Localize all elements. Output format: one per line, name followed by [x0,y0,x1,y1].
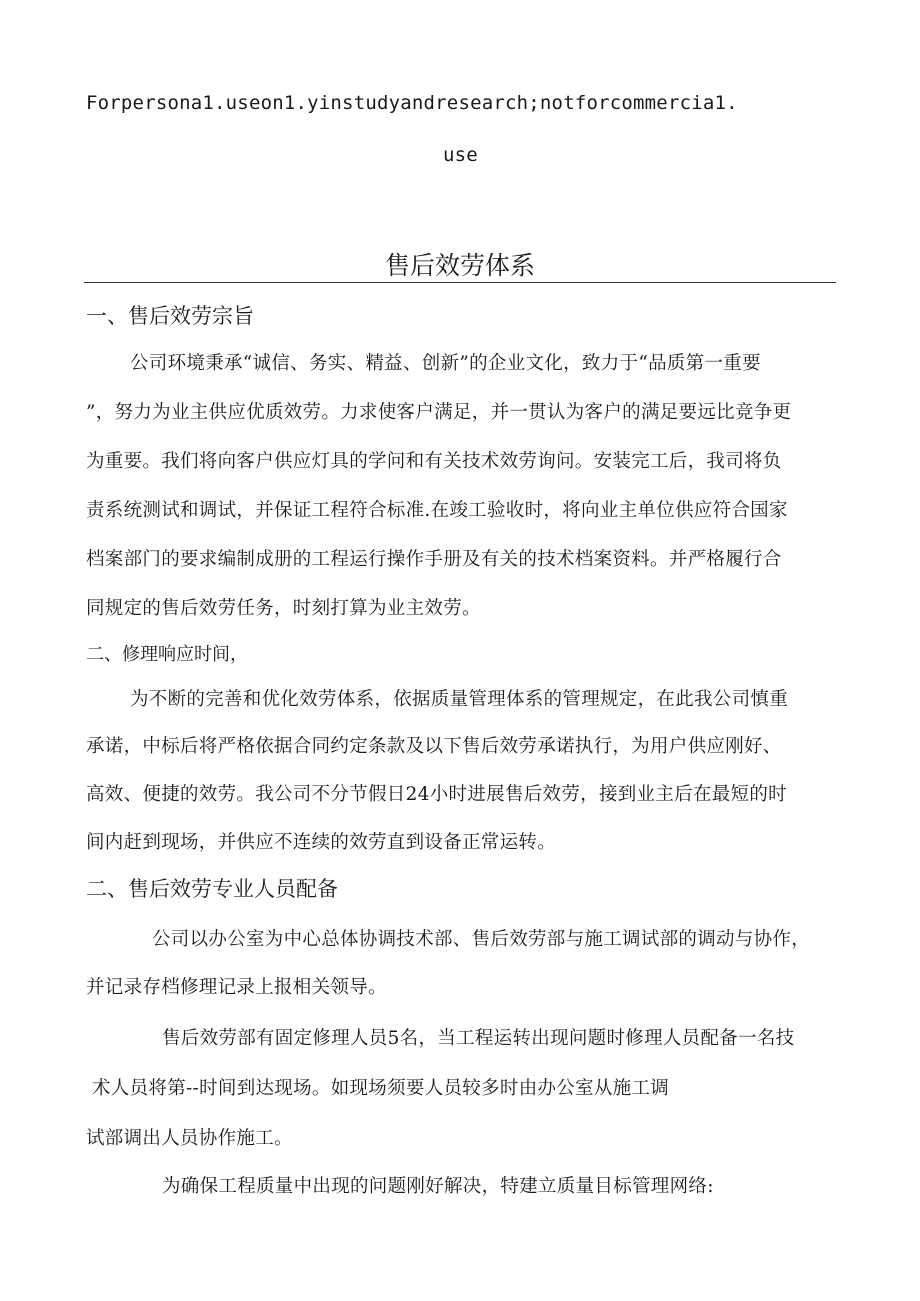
section-3-line: 公司以办公室为中心总体协调技术部、售后效劳部与施工调试部的调动与协作， [152,929,811,950]
disclaimer-line-2: use [443,144,478,166]
section-2-heading: 二、修理响应时间， [86,644,248,665]
section-1-heading: 一、售后效劳宗旨 [86,304,254,328]
section-1-line: 同规定的售后效劳任务，时刻打算为业主效劳。 [86,598,481,619]
section-3-line: 术人员将第--时间到达现场。如现场须要人员较多时由办公室从施工调 [92,1078,670,1099]
title-underline [84,282,836,283]
section-1-line: 责系统测试和调试，并保证工程符合标准.在竣工验收时，将向业主单位供应符合国家 [86,500,788,521]
section-3-line: 试部调出人员协作施工。 [86,1128,293,1149]
document-title: 售后效劳体系 [384,251,535,280]
section-3-line: 为确保工程质量中出现的问题刚好解决，特建立质量目标管理网络: [162,1176,714,1197]
section-1-line: 档案部门的要求编制成册的工程运行操作手册及有关的技术档案资料。并严格履行合 [86,549,782,570]
section-2-line: 高效、便捷的效劳。我公司不分节假日24小时进展售后效劳，接到业主后在最短的时 [86,784,787,805]
section-3-heading: 二、售后效劳专业人员配备 [86,877,338,901]
section-1-line: 公司环境秉承“诚信、务实、精益、创新”的企业文化，致力于“品质第一重要 [130,353,761,374]
section-3-line: 并记录存档修理记录上报相关领导。 [86,977,387,998]
section-1-line: 为重要。我们将向客户供应灯具的学问和有关技术效劳询问。安装完工后，我司将负 [86,451,782,472]
section-2-line: 间内赶到现场，并供应不连续的效劳直到设备正常运转。 [86,832,557,853]
section-2-line: 承诺，中标后将严格依据合同约定条款及以下售后效劳承诺执行，为用户供应刚好、 [86,736,782,757]
section-3-line: 售后效劳部有固定修理人员5名，当工程运转出现问题时修理人员配备一名技 [162,1028,795,1049]
section-2-line: 为不断的完善和优化效劳体系，依据质量管理体系的管理规定，在此我公司慎重 [130,689,789,710]
section-1-line: ”，努力为业主供应优质效劳。力求使客户满足，并一贯认为客户的满足要远比竞争更 [86,402,792,423]
disclaimer-line-1: Forpersona1.useon1.yinstudyandresearch;notforcommercia1. [86,92,738,114]
